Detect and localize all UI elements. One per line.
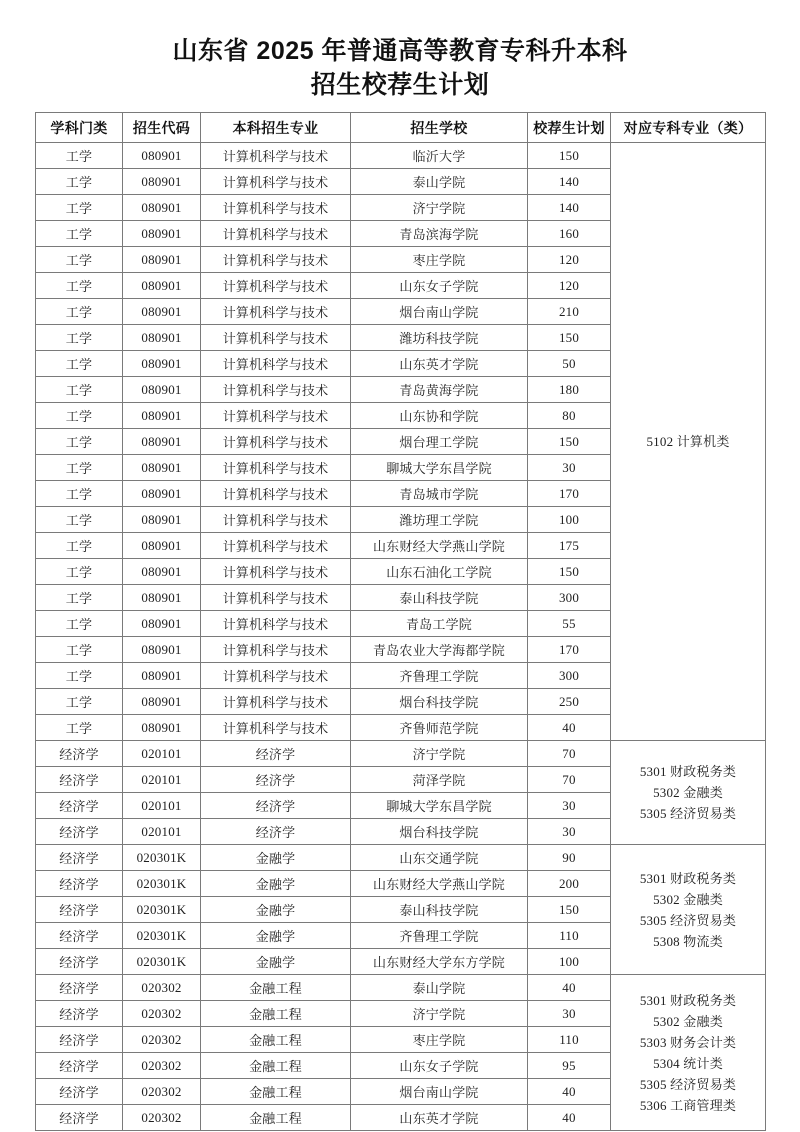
cell-quota: 40 [528,975,611,1001]
cell-code: 020302 [123,1001,201,1027]
cell-code: 020302 [123,975,201,1001]
cell-discipline: 工学 [36,533,123,559]
cell-school: 山东英才学院 [351,351,528,377]
cell-school: 烟台理工学院 [351,429,528,455]
cell-school: 齐鲁理工学院 [351,663,528,689]
cell-major: 计算机科学与技术 [201,273,351,299]
page-title-line-2: 招生校荐生计划 [310,71,490,99]
cell-major: 金融学 [201,897,351,923]
column-header-code: 招生代码 [123,113,201,143]
cell-discipline: 工学 [36,273,123,299]
cell-major: 金融学 [201,845,351,871]
cell-major: 计算机科学与技术 [201,611,351,637]
cell-school: 枣庄学院 [351,1027,528,1053]
cell-discipline: 工学 [36,429,123,455]
cell-quota: 140 [528,169,611,195]
cell-discipline: 工学 [36,689,123,715]
cell-school: 泰山学院 [351,169,528,195]
category-line: 5301 财政税务类 [639,764,737,779]
cell-major: 经济学 [201,741,351,767]
cell-school: 山东财经大学燕山学院 [351,533,528,559]
table-row [36,975,766,1001]
cell-quota: 95 [528,1053,611,1079]
cell-discipline: 工学 [36,559,123,585]
cell-discipline: 工学 [36,377,123,403]
cell-school: 济宁学院 [351,1001,528,1027]
cell-major: 计算机科学与技术 [201,585,351,611]
cell-code: 020301K [123,845,201,871]
cell-major: 计算机科学与技术 [201,559,351,585]
cell-discipline: 工学 [36,611,123,637]
cell-major: 金融工程 [201,1027,351,1053]
category-line: 5302 金融类 [653,785,723,800]
cell-major: 计算机科学与技术 [201,481,351,507]
cell-discipline: 工学 [36,403,123,429]
cell-major: 经济学 [201,793,351,819]
cell-code: 080901 [123,715,201,741]
cell-discipline: 经济学 [36,845,123,871]
cell-school: 菏泽学院 [351,767,528,793]
cell-discipline: 经济学 [36,767,123,793]
cell-quota: 250 [528,689,611,715]
cell-school: 齐鲁理工学院 [351,923,528,949]
cell-discipline: 经济学 [36,923,123,949]
cell-school: 山东英才学院 [351,1105,528,1131]
cell-code: 080901 [123,195,201,221]
cell-quota: 150 [528,143,611,169]
cell-discipline: 工学 [36,507,123,533]
table-row [36,143,766,169]
cell-code: 020101 [123,793,201,819]
cell-code: 020301K [123,923,201,949]
cell-code: 020301K [123,949,201,975]
cell-code: 020302 [123,1105,201,1131]
cell-school: 青岛工学院 [351,611,528,637]
cell-major: 金融学 [201,871,351,897]
cell-category [611,741,766,845]
cell-school: 青岛城市学院 [351,481,528,507]
cell-major: 计算机科学与技术 [201,689,351,715]
cell-school: 青岛滨海学院 [351,221,528,247]
cell-school: 枣庄学院 [351,247,528,273]
column-header-discipline: 学科门类 [36,113,123,143]
cell-discipline: 工学 [36,455,123,481]
category-line: 5301 财政税务类 [639,992,737,1008]
cell-school: 青岛农业大学海都学院 [351,637,528,663]
cell-discipline: 工学 [36,637,123,663]
cell-code: 080901 [123,221,201,247]
cell-school: 山东女子学院 [351,1053,528,1079]
cell-discipline: 工学 [36,715,123,741]
cell-code: 080901 [123,533,201,559]
cell-discipline: 经济学 [36,1105,123,1131]
cell-quota: 175 [528,533,611,559]
cell-discipline: 工学 [36,143,123,169]
cell-school: 聊城大学东昌学院 [351,455,528,481]
cell-quota: 160 [528,221,611,247]
table-header-row [36,113,766,143]
cell-major: 计算机科学与技术 [201,455,351,481]
cell-code: 080901 [123,299,201,325]
cell-code: 080901 [123,663,201,689]
cell-school: 聊城大学东昌学院 [351,793,528,819]
cell-discipline: 工学 [36,195,123,221]
cell-discipline: 经济学 [36,949,123,975]
cell-quota: 120 [528,247,611,273]
cell-code: 080901 [123,507,201,533]
cell-major: 计算机科学与技术 [201,169,351,195]
cell-quota: 120 [528,273,611,299]
cell-code: 080901 [123,351,201,377]
cell-code: 080901 [123,637,201,663]
plan-table-container [35,112,765,1131]
cell-quota: 150 [528,429,611,455]
cell-quota: 210 [528,299,611,325]
column-header-category: 对应专科专业（类） [611,113,766,143]
column-header-school: 招生学校 [351,113,528,143]
cell-school: 烟台科技学院 [351,819,528,845]
cell-quota: 170 [528,637,611,663]
cell-quota: 180 [528,377,611,403]
cell-category [611,143,766,741]
cell-school: 青岛黄海学院 [351,377,528,403]
cell-quota: 140 [528,195,611,221]
cell-major: 计算机科学与技术 [201,637,351,663]
cell-major: 金融学 [201,949,351,975]
cell-major: 计算机科学与技术 [201,507,351,533]
cell-quota: 70 [528,767,611,793]
page-title [0,0,800,102]
cell-quota: 40 [528,1105,611,1131]
cell-quota: 55 [528,611,611,637]
cell-discipline: 工学 [36,325,123,351]
cell-school: 烟台南山学院 [351,1079,528,1105]
cell-school: 临沂大学 [351,143,528,169]
cell-discipline: 工学 [36,221,123,247]
cell-code: 080901 [123,325,201,351]
cell-major: 计算机科学与技术 [201,325,351,351]
cell-major: 计算机科学与技术 [201,195,351,221]
cell-code: 020301K [123,871,201,897]
table-header [36,113,766,143]
cell-school: 潍坊科技学院 [351,325,528,351]
cell-quota: 30 [528,455,611,481]
cell-code: 020301K [123,897,201,923]
cell-quota: 300 [528,663,611,689]
column-header-major: 本科招生专业 [201,113,351,143]
cell-code: 080901 [123,247,201,273]
admission-plan-table [35,112,766,1131]
cell-school: 齐鲁师范学院 [351,715,528,741]
cell-discipline: 经济学 [36,897,123,923]
cell-quota: 150 [528,559,611,585]
cell-discipline: 工学 [36,169,123,195]
cell-code: 020101 [123,741,201,767]
cell-school: 泰山科技学院 [351,585,528,611]
cell-major: 计算机科学与技术 [201,247,351,273]
cell-discipline: 经济学 [36,819,123,845]
category-line: 5302 金融类 [653,1013,723,1029]
cell-quota: 80 [528,403,611,429]
table-row [36,741,766,767]
cell-major: 计算机科学与技术 [201,429,351,455]
cell-discipline: 工学 [36,247,123,273]
cell-discipline: 经济学 [36,1027,123,1053]
cell-code: 080901 [123,611,201,637]
cell-code: 020302 [123,1027,201,1053]
category-line: 5305 经济贸易类 [639,806,737,821]
cell-category [611,845,766,975]
cell-code: 080901 [123,585,201,611]
cell-school: 山东财经大学燕山学院 [351,871,528,897]
cell-school: 山东财经大学东方学院 [351,949,528,975]
cell-quota: 200 [528,871,611,897]
cell-quota: 70 [528,741,611,767]
cell-discipline: 工学 [36,663,123,689]
cell-major: 金融工程 [201,1053,351,1079]
column-header-quota: 校荐生计划 [528,113,611,143]
cell-school: 山东交通学院 [351,845,528,871]
cell-code: 020302 [123,1079,201,1105]
cell-major: 金融工程 [201,1079,351,1105]
cell-school: 济宁学院 [351,195,528,221]
cell-code: 080901 [123,377,201,403]
cell-code: 080901 [123,429,201,455]
category-line: 5302 金融类 [653,891,723,907]
cell-major: 计算机科学与技术 [201,221,351,247]
cell-major: 经济学 [201,767,351,793]
category-line: 5102 计算机类 [646,434,730,449]
cell-code: 020302 [123,1053,201,1079]
cell-code: 020101 [123,767,201,793]
cell-school: 泰山学院 [351,975,528,1001]
cell-discipline: 经济学 [36,975,123,1001]
category-line: 5303 财务会计类 [639,1034,737,1050]
cell-school: 山东协和学院 [351,403,528,429]
cell-major: 计算机科学与技术 [201,351,351,377]
cell-major: 金融工程 [201,1001,351,1027]
cell-school: 泰山科技学院 [351,897,528,923]
cell-school: 济宁学院 [351,741,528,767]
category-line: 5301 财政税务类 [639,870,737,886]
cell-code: 080901 [123,455,201,481]
cell-code: 080901 [123,143,201,169]
category-line: 5304 统计类 [653,1055,723,1071]
category-line: 5305 经济贸易类 [639,912,737,928]
cell-major: 金融学 [201,923,351,949]
cell-quota: 110 [528,1027,611,1053]
cell-discipline: 经济学 [36,871,123,897]
cell-school: 烟台科技学院 [351,689,528,715]
cell-quota: 110 [528,923,611,949]
cell-code: 020101 [123,819,201,845]
cell-discipline: 经济学 [36,1053,123,1079]
cell-discipline: 工学 [36,299,123,325]
cell-quota: 300 [528,585,611,611]
cell-discipline: 经济学 [36,1001,123,1027]
cell-quota: 150 [528,325,611,351]
cell-quota: 30 [528,1001,611,1027]
cell-quota: 50 [528,351,611,377]
cell-major: 计算机科学与技术 [201,299,351,325]
cell-school: 山东石油化工学院 [351,559,528,585]
cell-category [611,975,766,1131]
cell-quota: 30 [528,819,611,845]
cell-code: 080901 [123,559,201,585]
cell-school: 山东女子学院 [351,273,528,299]
cell-discipline: 工学 [36,351,123,377]
cell-code: 080901 [123,481,201,507]
cell-code: 080901 [123,273,201,299]
cell-major: 计算机科学与技术 [201,663,351,689]
cell-quota: 30 [528,793,611,819]
table-body [36,143,766,1131]
cell-major: 计算机科学与技术 [201,533,351,559]
category-line: 5306 工商管理类 [639,1097,737,1113]
page-title-line-1: 山东省 2025 年普通高等教育专科升本科 [172,37,628,65]
cell-major: 金融工程 [201,1105,351,1131]
cell-quota: 170 [528,481,611,507]
cell-code: 080901 [123,689,201,715]
table-row [36,845,766,871]
cell-major: 计算机科学与技术 [201,715,351,741]
category-line: 5305 经济贸易类 [639,1076,737,1092]
cell-major: 计算机科学与技术 [201,143,351,169]
category-line: 5308 物流类 [653,933,723,949]
cell-discipline: 工学 [36,481,123,507]
cell-code: 080901 [123,403,201,429]
cell-discipline: 经济学 [36,1079,123,1105]
cell-major: 金融工程 [201,975,351,1001]
cell-discipline: 经济学 [36,741,123,767]
cell-quota: 100 [528,507,611,533]
cell-school: 烟台南山学院 [351,299,528,325]
cell-quota: 40 [528,715,611,741]
cell-quota: 150 [528,897,611,923]
cell-code: 080901 [123,169,201,195]
cell-quota: 40 [528,1079,611,1105]
cell-major: 经济学 [201,819,351,845]
cell-quota: 90 [528,845,611,871]
cell-major: 计算机科学与技术 [201,377,351,403]
cell-school: 潍坊理工学院 [351,507,528,533]
cell-discipline: 工学 [36,585,123,611]
cell-discipline: 经济学 [36,793,123,819]
cell-major: 计算机科学与技术 [201,403,351,429]
cell-quota: 100 [528,949,611,975]
